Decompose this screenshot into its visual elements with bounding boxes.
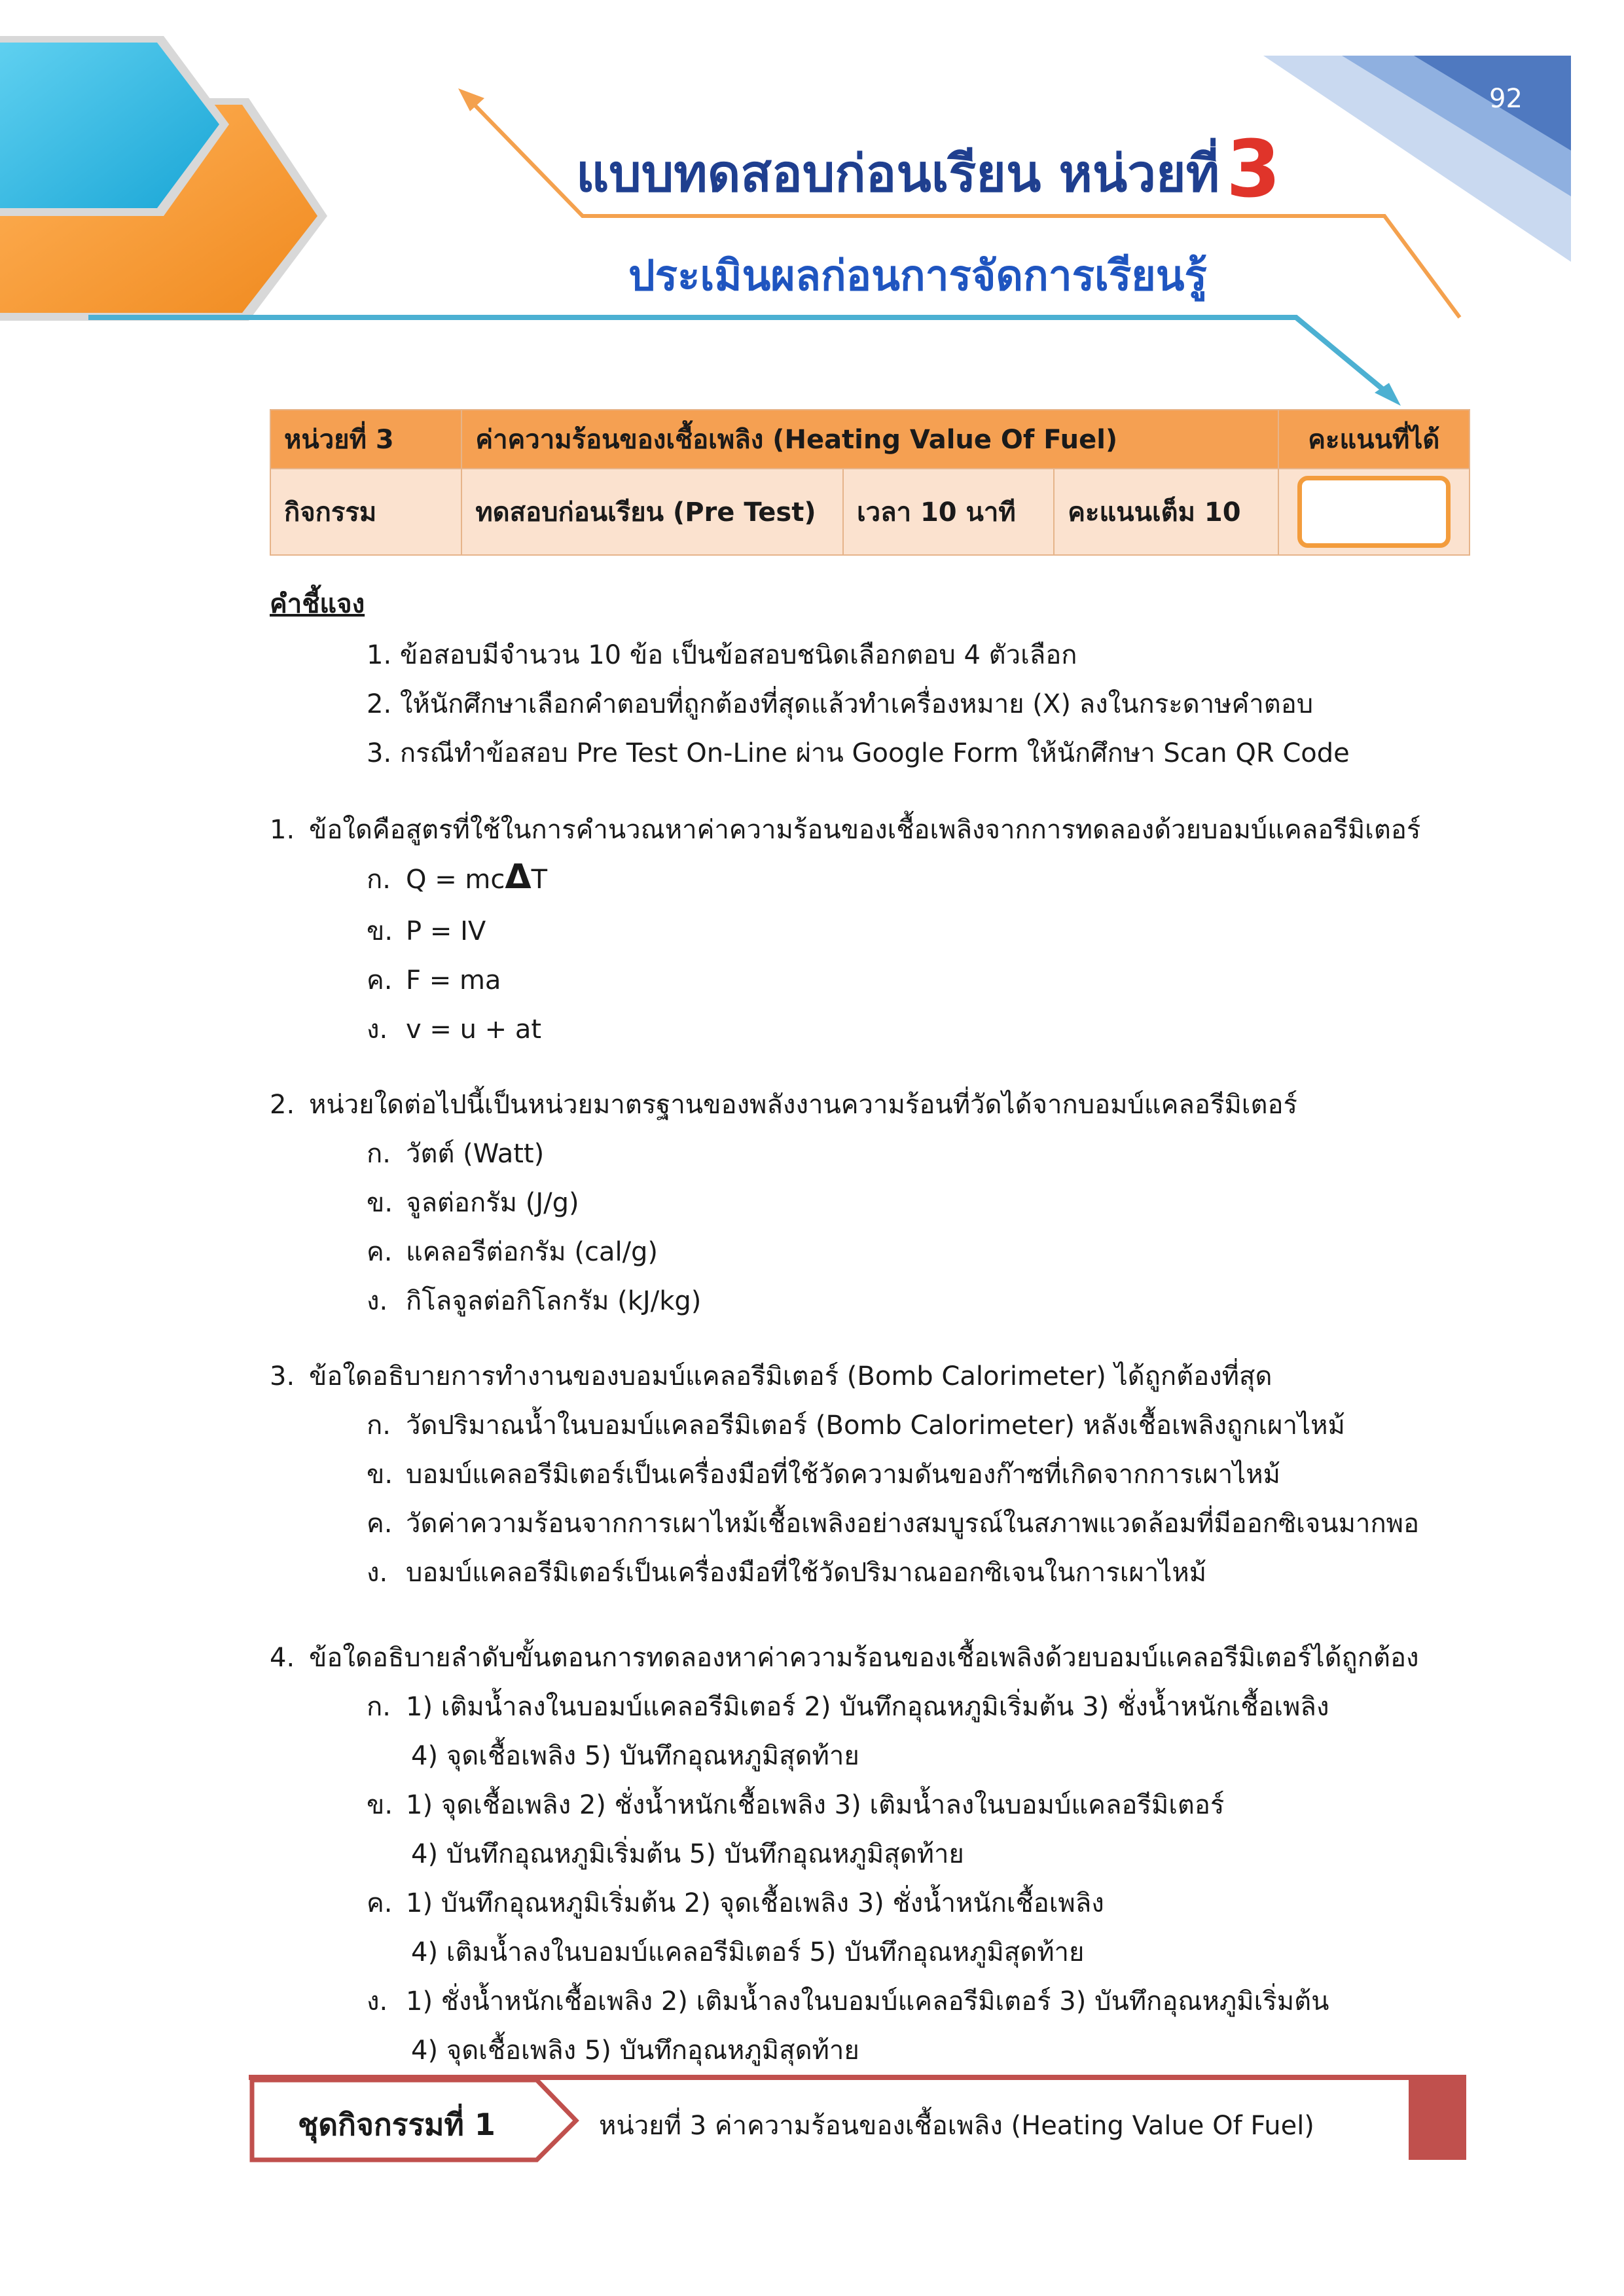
question-text: ข้อใดคือสูตรที่ใช้ในการคำนวณหาค่าความร้อนของเชื้อเพลิงจากการทดลองด้วยบอมบ์แคลอรีมิเตอร์: [309, 815, 1421, 845]
option-item: [367, 959, 501, 1001]
instruction-item: 3. กรณีทำข้อสอบ Pre Test On-Line ผ่าน Google Form ให้นักศึกษา Scan QR Code: [367, 738, 1350, 768]
option-text: T: [531, 865, 548, 895]
page-title-text: แบบทดสอบก่อนเรียน หน่วยที่: [576, 145, 1220, 204]
instruction-item: 1. ข้อสอบมีจำนวน 10 ข้อ เป็นข้อสอบชนิดเลือกตอบ 4 ตัวเลือก: [367, 640, 1077, 670]
footer-activity-set: ชุดกิจกรรมที่ 1: [298, 2107, 496, 2142]
instructions-heading: คำชี้แจง: [270, 589, 365, 619]
option-letter: ข.: [367, 1460, 393, 1490]
unit-label-cell: หน่วยที่ 3: [270, 410, 461, 469]
option-letter: ข.: [367, 1188, 393, 1218]
option-text: แคลอรีต่อกรัม (cal/g): [406, 1237, 659, 1267]
question-2: [270, 1083, 1297, 1125]
option-text: 1) จุดเชื้อเพลิง 2) ชั่งน้ำหนักเชื้อเพลิง 3) เติมน้ำลงในบอมบ์แคลอรีมิเตอร์: [406, 1790, 1225, 1820]
question-4: [270, 1636, 1419, 1678]
blue-arrow-line: [88, 317, 1401, 406]
option-item: [367, 1230, 658, 1272]
question-text: ข้อใดอธิบายลำดับขั้นตอนการทดลองหาค่าความร้อนของเชื้อเพลิงด้วยบอมบ์แคลอรีมิเตอร์ได้ถูกต้อง: [309, 1643, 1419, 1673]
option-item: [367, 1453, 1280, 1495]
option-item: [367, 1280, 701, 1321]
option-letter: ค.: [367, 1509, 393, 1539]
unit-title-cell: ค่าความร้อนของเชื้อเพลิง (Heating Value Of Fuel): [461, 410, 1278, 469]
footer-unit-text: หน่วยที่ 3 ค่าความร้อนของเชื้อเพลิง (Heating Value Of Fuel): [599, 2111, 1314, 2141]
option-letter: ง.: [367, 1014, 388, 1045]
activity-value-cell: ทดสอบก่อนเรียน (Pre Test): [461, 469, 843, 555]
page-subtitle: ประเมินผลก่อนการจัดการเรียนรู้: [628, 252, 1207, 300]
option-letter: ก.: [367, 1692, 391, 1722]
option-item: [367, 910, 486, 952]
option-letter: ค.: [367, 965, 393, 996]
activity-label-cell: กิจกรรม: [270, 469, 461, 555]
question-number: 4.: [270, 1643, 295, 1673]
option-item: [367, 1685, 1329, 1727]
option-item: [367, 1980, 1329, 2022]
question-3: [270, 1355, 1272, 1397]
option-item: [367, 1132, 544, 1174]
option-continuation: 4) จุดเชื้อเพลิง 5) บันทึกอุณหภูมิสุดท้าย: [411, 1741, 859, 1771]
option-item: [367, 1181, 579, 1223]
question-text: หน่วยใดต่อไปนี้เป็นหน่วยมาตรฐานของพลังงานความร้อนที่วัดได้จากบอมบ์แคลอรีมิเตอร์: [309, 1090, 1297, 1120]
option-item: [367, 1404, 1345, 1446]
option-letter: ก.: [367, 1139, 391, 1169]
option-text: วัดปริมาณน้ำในบอมบ์แคลอรีมิเตอร์ (Bomb Calorimeter) หลังเชื้อเพลิงถูกเผาไหม้: [406, 1410, 1345, 1441]
option-continuation: 4) เติมน้ำลงในบอมบ์แคลอรีมิเตอร์ 5) บันทึกอุณหภูมิสุดท้าย: [411, 1937, 1085, 1967]
option-item: [367, 1882, 1104, 1924]
option-item: [367, 1551, 1206, 1593]
question-number: 3.: [270, 1361, 295, 1391]
info-table: [270, 409, 1470, 556]
time-cell: เวลา 10 นาที: [843, 469, 1054, 555]
option-text: 1) ชั่งน้ำหนักเชื้อเพลิง 2) เติมน้ำลงในบอมบ์แคลอรีมิเตอร์ 3) บันทึกอุณหภูมิเริ่มต้น: [406, 1986, 1329, 2017]
option-letter: ง.: [367, 1558, 388, 1588]
option-text: F = ma: [406, 965, 501, 996]
option-letter: ก.: [367, 865, 391, 895]
page-number: 92: [1489, 84, 1523, 114]
option-letter: ค.: [367, 1888, 393, 1918]
question-number: 2.: [270, 1090, 295, 1120]
question-1: [270, 808, 1420, 850]
option-continuation: 4) จุดเชื้อเพลิง 5) บันทึกอุณหภูมิสุดท้าย: [411, 2036, 859, 2066]
score-obtained-label: คะแนนที่ได้: [1278, 410, 1470, 469]
page-corner-triangles: [1263, 56, 1571, 262]
option-text: 1) บันทึกอุณหภูมิเริ่มต้น 2) จุดเชื้อเพลิง 3) ชั่งน้ำหนักเชื้อเพลิง: [406, 1888, 1104, 1918]
question-number: 1.: [270, 815, 295, 845]
page-title-number: 3: [1226, 124, 1281, 215]
option-item: [367, 1008, 541, 1050]
option-item: [367, 1784, 1224, 1825]
option-letter: ข.: [367, 916, 393, 946]
info-table-row: [270, 469, 1470, 555]
option-text: วัตต์ (Watt): [406, 1139, 545, 1169]
score-input-box[interactable]: [1297, 476, 1451, 548]
option-letter: ง.: [367, 1286, 388, 1316]
score-box-cell: [1278, 469, 1470, 555]
option-text: จูลต่อกรัม (J/g): [406, 1188, 579, 1218]
option-item: [367, 857, 547, 900]
option-text: วัดค่าความร้อนจากการเผาไหม้เชื้อเพลิงอย่างสมบูรณ์ในสภาพแวดล้อมที่มีออกซิเจนมากพอ: [406, 1509, 1420, 1539]
option-text: 1) เติมน้ำลงในบอมบ์แคลอรีมิเตอร์ 2) บันทึกอุณหภูมิเริ่มต้น 3) ชั่งน้ำหนักเชื้อเพลิง: [406, 1692, 1329, 1722]
option-letter: ค.: [367, 1237, 393, 1267]
delta-symbol: Δ: [505, 857, 532, 897]
full-score-cell: คะแนนเต็ม 10: [1054, 469, 1278, 555]
page-title: [576, 124, 1281, 215]
option-item: [367, 1502, 1419, 1544]
option-text: P = IV: [406, 916, 486, 946]
question-text: ข้อใดอธิบายการทำงานของบอมบ์แคลอรีมิเตอร์ (Bomb Calorimeter) ได้ถูกต้องที่สุด: [309, 1361, 1272, 1391]
option-text: v = u + at: [406, 1014, 542, 1045]
option-letter: ง.: [367, 1986, 388, 2017]
option-text: Q = mc: [406, 865, 505, 895]
option-text: บอมบ์แคลอรีมิเตอร์เป็นเครื่องมือที่ใช้วัดปริมาณออกซิเจนในการเผาไหม้: [406, 1558, 1207, 1588]
option-continuation: 4) บันทึกอุณหภูมิเริ่มต้น 5) บันทึกอุณหภูมิสุดท้าย: [411, 1839, 964, 1869]
instruction-item: 2. ให้นักศึกษาเลือกคำตอบที่ถูกต้องที่สุดแล้วทำเครื่องหมาย (X) ลงในกระดาษคำตอบ: [367, 689, 1314, 719]
option-text: บอมบ์แคลอรีมิเตอร์เป็นเครื่องมือที่ใช้วัดความดันของก๊าซที่เกิดจากการเผาไหม้: [406, 1460, 1281, 1490]
option-letter: ก.: [367, 1410, 391, 1441]
option-text: กิโลจูลต่อกิโลกรัม (kJ/kg): [406, 1286, 702, 1316]
info-table-row: [270, 410, 1470, 469]
option-letter: ข.: [367, 1790, 393, 1820]
